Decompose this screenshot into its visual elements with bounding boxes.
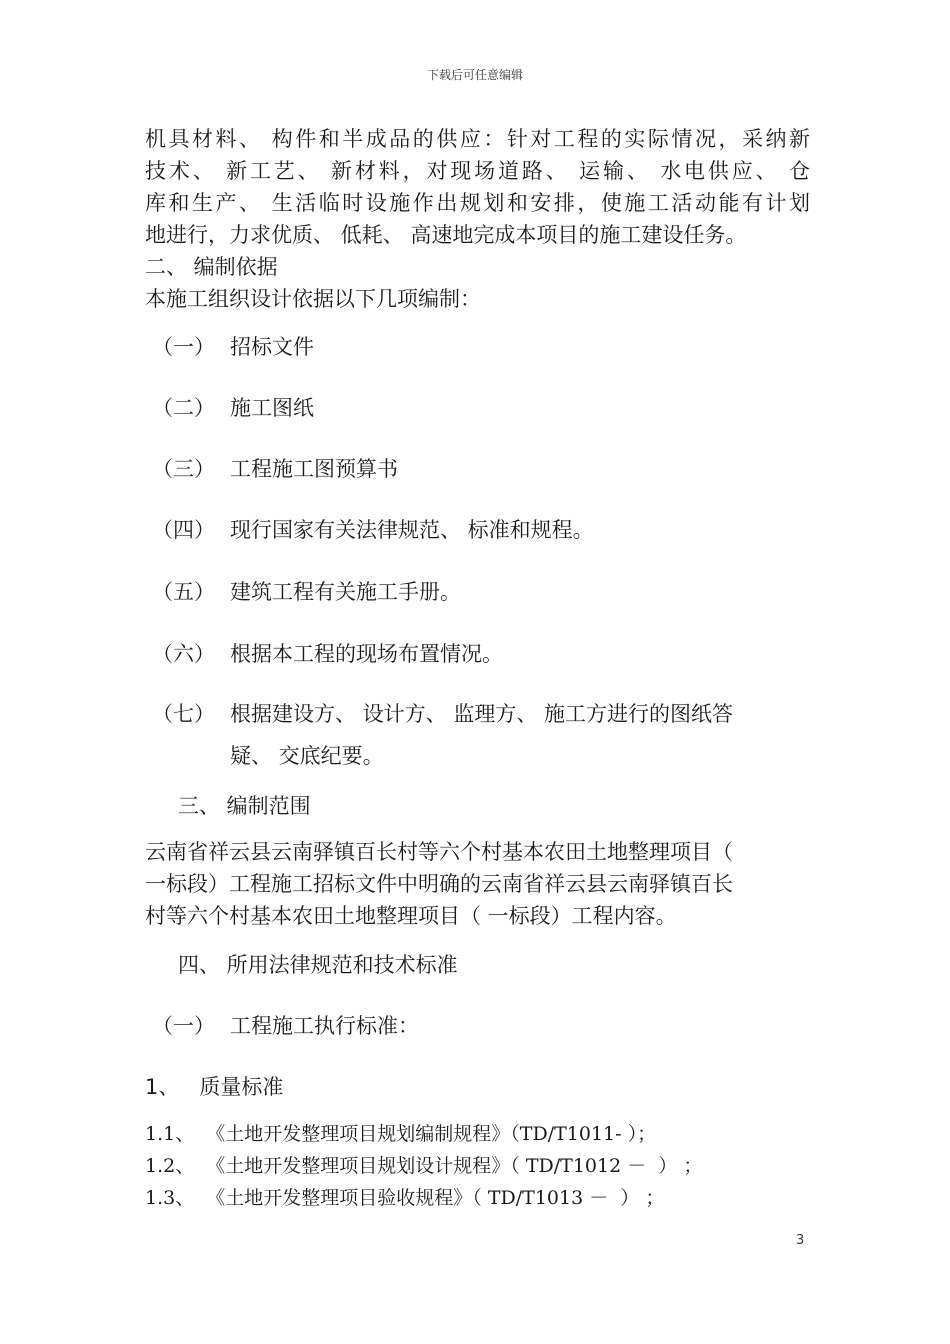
standard-line: 1.1、 《土地开发整理项目规划编制规程》（TD/T1011- ）； bbox=[145, 1123, 657, 1145]
intro-line: 地进行，力求优质、 低耗、 高速地完成本项目的施工建设任务。 bbox=[145, 223, 747, 247]
standard-line: 1.2、 《土地开发整理项目规划设计规程》（ TD/T1012 － ） ； bbox=[145, 1155, 703, 1177]
basis-item-number: （六） bbox=[152, 642, 215, 666]
intro-paragraph bbox=[145, 123, 810, 251]
basis-item-number: （七） bbox=[152, 702, 215, 726]
section-3-heading: 三、 编制范围 bbox=[178, 794, 311, 818]
basis-item-text: 招标文件 bbox=[230, 335, 314, 359]
basis-item-number: （四） bbox=[152, 518, 215, 542]
basis-item-text: 工程施工图预算书 bbox=[230, 457, 398, 481]
section-2-heading: 二、 编制依据 bbox=[145, 255, 278, 279]
intro-line: 技术、 新工艺、 新材料，对现场道路、 运输、 水电供应、 仓 bbox=[145, 159, 810, 183]
basis-item-number: （五） bbox=[152, 580, 215, 604]
subsection-number: （一） bbox=[152, 1014, 215, 1038]
section-2-lead: 本施工组织设计依据以下几项编制： bbox=[145, 287, 481, 311]
basis-item-text: 施工图纸 bbox=[230, 396, 314, 420]
standard-line: 1.3、 《土地开发整理项目验收规程》（ TD/T1013 － ） ； bbox=[145, 1187, 665, 1209]
intro-line: 机具材料、 构件和半成品的供应：针对工程的实际情况，采纳新 bbox=[145, 127, 810, 151]
section-4-heading: 四、 所用法律规范和技术标准 bbox=[178, 953, 458, 977]
page-number: 3 bbox=[796, 1233, 805, 1248]
basis-item-text: 根据建设方、 设计方、 监理方、 施工方进行的图纸答 bbox=[230, 702, 734, 726]
basis-item-text: 根据本工程的现场布置情况。 bbox=[230, 642, 503, 666]
section-3-line: 村等六个村基本农田土地整理项目（ 一标段）工程内容。 bbox=[145, 904, 677, 928]
basis-item-number: （一） bbox=[152, 335, 215, 359]
section-3-line: 云南省祥云县云南驿镇百长村等六个村基本农田土地整理项目（ bbox=[145, 840, 733, 864]
subsection-title: 工程施工执行标准： bbox=[230, 1014, 419, 1038]
basis-item-text: 现行国家有关法律规范、 标准和规程。 bbox=[230, 518, 594, 542]
basis-item-number: （二） bbox=[152, 396, 215, 420]
basis-item-text: 建筑工程有关施工手册。 bbox=[230, 580, 461, 604]
section-3-line: 一标段）工程施工招标文件中明确的云南省祥云县云南驿镇百长 bbox=[145, 872, 733, 896]
basis-item-number: （三） bbox=[152, 457, 215, 481]
quality-standard-heading: 1、 质量标准 bbox=[145, 1075, 284, 1099]
basis-item-text-continued: 疑、 交底纪要。 bbox=[230, 744, 384, 768]
page-header: 下载后可任意编辑 bbox=[426, 68, 523, 82]
intro-line: 库和生产、 生活临时设施作出规划和安排，使施工活动能有计划 bbox=[145, 191, 810, 215]
